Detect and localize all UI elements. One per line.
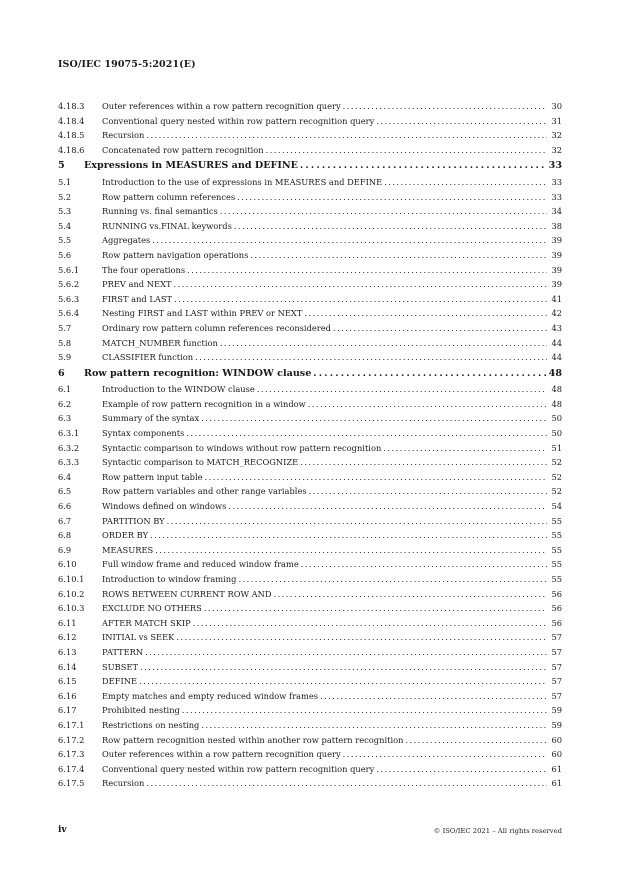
toc-entry-page: 42 bbox=[551, 308, 562, 319]
toc-entry[interactable] bbox=[58, 441, 562, 456]
toc-entry[interactable] bbox=[58, 660, 562, 675]
toc-entry-title: Row pattern input table bbox=[102, 471, 203, 482]
toc-entry-title: INITIAL vs SEEK bbox=[102, 632, 175, 643]
toc-leader-dots bbox=[150, 528, 547, 543]
toc-entry-number: 5.6.2 bbox=[58, 279, 80, 290]
toc-entry-title: Recursion bbox=[102, 130, 145, 141]
toc-entry-number: 6.17.3 bbox=[58, 749, 85, 760]
toc-leader-dots bbox=[186, 426, 547, 441]
toc-entry-number: 6.10.2 bbox=[58, 588, 85, 599]
toc-leader-dots bbox=[174, 277, 547, 292]
toc-entry-title: Recursion bbox=[102, 778, 145, 789]
toc-entry-number: 6.13 bbox=[58, 646, 77, 657]
toc-leader-dots bbox=[309, 484, 547, 499]
toc-entry-title: Row pattern column references bbox=[102, 191, 236, 202]
document-id: ISO/IEC 19075-5:2021(E) bbox=[58, 59, 196, 70]
toc-entry-page: 48 bbox=[548, 367, 562, 379]
toc-leader-dots bbox=[176, 630, 547, 645]
toc-entry-number: 6.4 bbox=[58, 471, 72, 482]
toc-entry-page: 32 bbox=[551, 144, 562, 155]
toc-entry-number: 5.6.4 bbox=[58, 308, 80, 319]
toc-entry-title: SUBSET bbox=[102, 661, 139, 672]
toc-entry-page: 59 bbox=[551, 719, 562, 730]
toc-entry-page: 48 bbox=[551, 384, 562, 395]
toc-entry-number: 4.18.6 bbox=[58, 144, 85, 155]
toc-leader-dots bbox=[140, 660, 547, 675]
toc-leader-dots bbox=[187, 263, 547, 278]
toc-entry-page: 39 bbox=[551, 235, 562, 246]
toc-entry[interactable] bbox=[58, 114, 562, 129]
toc-entry-page: 50 bbox=[551, 428, 562, 439]
toc-leader-dots bbox=[274, 587, 547, 602]
toc-entry-page: 55 bbox=[551, 544, 562, 555]
toc-entry-number: 6.10 bbox=[58, 559, 77, 570]
toc-entry-page: 55 bbox=[551, 530, 562, 541]
toc-entry[interactable] bbox=[58, 718, 562, 733]
toc-leader-dots bbox=[146, 128, 547, 143]
toc-leader-dots bbox=[195, 350, 547, 365]
toc-entry[interactable] bbox=[58, 689, 562, 704]
toc-leader-dots bbox=[174, 292, 547, 307]
toc-entry-number: 6.16 bbox=[58, 690, 77, 701]
toc-leader-dots bbox=[384, 175, 547, 190]
toc-entry-page: 57 bbox=[551, 646, 562, 657]
toc-entry-title: Syntax components bbox=[102, 428, 185, 439]
toc-entry-page: 52 bbox=[551, 486, 562, 497]
toc-entry-number: 4.18.4 bbox=[58, 115, 85, 126]
toc-entry-number: 6.1 bbox=[58, 384, 72, 395]
toc-entry-page: 30 bbox=[551, 101, 562, 111]
toc-entry-page: 55 bbox=[551, 574, 562, 584]
toc-entry-number: 5.8 bbox=[58, 337, 72, 348]
toc-entry[interactable] bbox=[58, 397, 562, 412]
toc-entry[interactable] bbox=[58, 616, 562, 631]
toc-entry-number: 4.18.3 bbox=[58, 101, 85, 111]
toc-entry-title: PATTERN bbox=[102, 646, 144, 657]
toc-entry-page: 57 bbox=[551, 676, 562, 687]
toc-entry[interactable] bbox=[58, 382, 562, 397]
toc-entry-title: RUNNING vs.FINAL keywords bbox=[102, 220, 232, 231]
toc-entry-page: 44 bbox=[551, 337, 562, 348]
toc-entry-number: 6.12 bbox=[58, 632, 77, 643]
toc-entry-number: 6.2 bbox=[58, 398, 72, 409]
toc-entry-title: Summary of the syntax bbox=[102, 413, 200, 424]
toc-entry-page: 39 bbox=[551, 279, 562, 290]
toc-entry-number: 5.4 bbox=[58, 220, 72, 231]
toc-entry[interactable] bbox=[58, 733, 562, 748]
toc-leader-dots bbox=[139, 674, 547, 689]
toc-entry-title: PREV and NEXT bbox=[102, 279, 172, 290]
toc-entry[interactable] bbox=[58, 543, 562, 558]
toc-entry-page: 44 bbox=[551, 352, 562, 363]
toc-entry-number: 6.17.4 bbox=[58, 763, 85, 774]
toc-entry[interactable] bbox=[58, 484, 562, 499]
toc-entry-page: 32 bbox=[551, 130, 562, 141]
toc-entry-title: Aggregates bbox=[102, 235, 151, 246]
toc-entry-page: 55 bbox=[551, 515, 562, 526]
toc-entry-page: 43 bbox=[551, 322, 562, 333]
toc-entry-page: 57 bbox=[551, 690, 562, 701]
toc-leader-dots bbox=[201, 718, 547, 733]
toc-entry-number: 4.18.5 bbox=[58, 130, 85, 141]
toc-entry-number: 5.6.1 bbox=[58, 264, 80, 275]
toc-entry-title: Conventional query nested within row pattern recognition query bbox=[102, 115, 375, 126]
toc-entry[interactable] bbox=[58, 470, 562, 485]
toc-entry[interactable] bbox=[58, 747, 562, 762]
toc-leader-dots bbox=[308, 397, 547, 412]
toc-entry-number: 6.15 bbox=[58, 676, 77, 687]
toc-entry-number: 6.3.3 bbox=[58, 457, 80, 468]
toc-entry-number: 5.6 bbox=[58, 249, 72, 260]
toc-entry-title: Row pattern variables and other range variables bbox=[102, 486, 307, 497]
toc-entry[interactable] bbox=[58, 190, 562, 205]
toc-entry[interactable] bbox=[58, 499, 562, 514]
toc-entry-number: 6.17.5 bbox=[58, 778, 85, 789]
toc-entry[interactable] bbox=[58, 426, 562, 441]
toc-entry-number: 6.7 bbox=[58, 515, 72, 526]
toc-entry-number: 5.9 bbox=[58, 352, 72, 363]
toc-entry[interactable] bbox=[58, 175, 562, 190]
toc-entry-title: Outer references within a row pattern recognition query bbox=[102, 101, 341, 111]
toc-entry-page: 61 bbox=[551, 763, 562, 774]
toc-leader-dots bbox=[193, 616, 547, 631]
toc-entry[interactable] bbox=[58, 762, 562, 777]
toc-entry-number: 6 bbox=[58, 367, 65, 379]
toc-section-heading[interactable] bbox=[58, 366, 562, 383]
toc-entry-title: ORDER BY bbox=[102, 530, 149, 541]
toc-entry[interactable] bbox=[58, 99, 562, 114]
toc-entry-title: Introduction to the WINDOW clause bbox=[102, 384, 255, 395]
toc-entry-page: 38 bbox=[551, 220, 562, 231]
toc-entry-page: 56 bbox=[551, 617, 562, 628]
toc-entry-page: 55 bbox=[551, 559, 562, 570]
toc-leader-dots bbox=[266, 143, 547, 158]
toc-leader-dots bbox=[376, 114, 547, 129]
toc-entry-number: 6.5 bbox=[58, 486, 72, 497]
toc-entry-title: AFTER MATCH SKIP bbox=[102, 617, 191, 628]
toc-entry[interactable] bbox=[58, 219, 562, 234]
toc-leader-dots bbox=[257, 382, 547, 397]
toc-leader-dots bbox=[313, 366, 545, 383]
toc-entry-page: 41 bbox=[551, 293, 562, 304]
toc-leader-dots bbox=[383, 441, 547, 456]
toc-entry-number: 6.17 bbox=[58, 705, 77, 716]
toc-entry-title: Syntactic comparison to MATCH_RECOGNIZE bbox=[102, 457, 299, 468]
toc-entry-page: 57 bbox=[551, 632, 562, 643]
toc-leader-dots bbox=[237, 190, 547, 205]
toc-entry-title: ROWS BETWEEN CURRENT ROW AND bbox=[102, 588, 272, 599]
toc-leader-dots bbox=[167, 514, 547, 529]
toc-entry[interactable] bbox=[58, 557, 562, 572]
toc-entry-title: CLASSIFIER function bbox=[102, 352, 194, 363]
toc-entry-page: 31 bbox=[551, 115, 562, 126]
toc-entry[interactable] bbox=[58, 776, 562, 791]
toc-entry[interactable] bbox=[58, 321, 562, 336]
copyright-notice: © ISO/IEC 2021 – All rights reserved bbox=[433, 827, 562, 835]
toc-entry[interactable] bbox=[58, 587, 562, 602]
toc-entry[interactable] bbox=[58, 336, 562, 351]
toc-entry-title: Expressions in MEASURES and DEFINE bbox=[84, 160, 298, 172]
toc-entry-page: 54 bbox=[551, 501, 562, 512]
toc-entry-number: 6.3.1 bbox=[58, 428, 80, 439]
toc-entry[interactable] bbox=[58, 455, 562, 470]
toc-leader-dots bbox=[234, 219, 547, 234]
toc-entry[interactable] bbox=[58, 630, 562, 645]
toc-entry-title: Row pattern recognition: WINDOW clause bbox=[84, 367, 312, 379]
toc-entry[interactable] bbox=[58, 277, 562, 292]
toc-entry-title: Syntactic comparison to windows without row pattern recognition bbox=[102, 442, 382, 453]
toc-leader-dots bbox=[152, 233, 547, 248]
toc-entry-page: 33 bbox=[551, 176, 562, 187]
toc-leader-dots bbox=[250, 248, 547, 263]
toc-leader-dots bbox=[300, 158, 546, 175]
toc-entry-title: Restrictions on nesting bbox=[102, 719, 200, 730]
toc-entry[interactable] bbox=[58, 350, 562, 365]
toc-leader-dots bbox=[300, 455, 547, 470]
toc-entry-page: 56 bbox=[551, 603, 562, 614]
toc-entry-title: Windows defined on windows bbox=[102, 501, 227, 512]
toc-entry-page: 39 bbox=[551, 264, 562, 275]
toc-leader-dots bbox=[155, 543, 547, 558]
toc-entry-number: 5 bbox=[58, 160, 65, 172]
toc-entry-page: 52 bbox=[551, 457, 562, 468]
toc-entry[interactable] bbox=[58, 411, 562, 426]
toc-entry-page: 48 bbox=[551, 398, 562, 409]
toc-entry-page: 56 bbox=[551, 588, 562, 599]
toc-leader-dots bbox=[320, 689, 547, 704]
toc-entry-page: 60 bbox=[551, 749, 562, 760]
toc-leader-dots bbox=[146, 776, 547, 791]
toc-entry-number: 5.3 bbox=[58, 206, 72, 217]
toc-entry-page: 39 bbox=[551, 249, 562, 260]
toc-entry-title: Concatenated row pattern recognition bbox=[102, 144, 264, 155]
toc-entry-page: 59 bbox=[551, 705, 562, 716]
toc-section-heading[interactable] bbox=[58, 158, 562, 175]
toc-entry[interactable] bbox=[58, 128, 562, 143]
toc-entry[interactable] bbox=[58, 674, 562, 689]
toc-entry[interactable] bbox=[58, 143, 562, 158]
toc-leader-dots bbox=[343, 99, 547, 114]
toc-entry-title: Prohibited nesting bbox=[102, 705, 180, 716]
toc-entry-page: 33 bbox=[551, 191, 562, 202]
toc-leader-dots bbox=[204, 601, 547, 616]
toc-leader-dots bbox=[228, 499, 547, 514]
toc-leader-dots bbox=[205, 470, 547, 485]
toc-leader-dots bbox=[405, 733, 547, 748]
toc-entry-title: Ordinary row pattern column references reconsidered bbox=[102, 322, 331, 333]
toc-entry[interactable] bbox=[58, 306, 562, 321]
table-of-contents bbox=[58, 99, 562, 791]
toc-entry-number: 5.5 bbox=[58, 235, 72, 246]
toc-entry-title: DEFINE bbox=[102, 676, 138, 687]
toc-entry-number: 6.3.2 bbox=[58, 442, 80, 453]
toc-entry-number: 6.17.2 bbox=[58, 734, 85, 745]
toc-leader-dots bbox=[220, 204, 547, 219]
toc-entry-title: FIRST and LAST bbox=[102, 293, 173, 304]
toc-leader-dots bbox=[145, 645, 547, 660]
toc-entry-number: 6.11 bbox=[58, 617, 77, 628]
toc-entry-number: 6.17.1 bbox=[58, 719, 85, 730]
toc-entry-title: Introduction to window framing bbox=[102, 574, 237, 584]
toc-entry-title: Empty matches and empty reduced window frames bbox=[102, 690, 319, 701]
toc-entry-number: 6.14 bbox=[58, 661, 77, 672]
toc-entry-number: 5.2 bbox=[58, 191, 72, 202]
toc-entry-page: 50 bbox=[551, 413, 562, 424]
toc-entry-title: Row pattern recognition nested within another row pattern recognition bbox=[102, 734, 404, 745]
toc-entry[interactable] bbox=[58, 645, 562, 660]
toc-entry[interactable] bbox=[58, 233, 562, 248]
toc-entry-title: The four operations bbox=[102, 264, 186, 275]
toc-entry-number: 5.6.3 bbox=[58, 293, 80, 304]
toc-entry-title: PARTITION BY bbox=[102, 515, 165, 526]
toc-entry-title: MATCH_NUMBER function bbox=[102, 337, 218, 348]
toc-entry-title: Outer references within a row pattern recognition query bbox=[102, 749, 341, 760]
toc-entry[interactable] bbox=[58, 528, 562, 543]
toc-entry-page: 51 bbox=[551, 442, 562, 453]
toc-entry-number: 6.6 bbox=[58, 501, 72, 512]
toc-leader-dots bbox=[220, 336, 547, 351]
toc-entry-page: 34 bbox=[551, 206, 562, 217]
toc-entry[interactable] bbox=[58, 292, 562, 307]
toc-entry-number: 6.8 bbox=[58, 530, 72, 541]
toc-entry-title: Nesting FIRST and LAST within PREV or NEXT bbox=[102, 308, 303, 319]
page-number: iv bbox=[58, 825, 67, 835]
toc-entry-title: Running vs. final semantics bbox=[102, 206, 218, 217]
toc-entry[interactable] bbox=[58, 514, 562, 529]
toc-entry-page: 60 bbox=[551, 734, 562, 745]
toc-leader-dots bbox=[304, 306, 547, 321]
toc-entry[interactable] bbox=[58, 248, 562, 263]
toc-leader-dots bbox=[201, 411, 547, 426]
toc-leader-dots bbox=[301, 557, 547, 572]
toc-entry-number: 6.9 bbox=[58, 544, 72, 555]
toc-leader-dots bbox=[343, 747, 547, 762]
toc-entry-page: 52 bbox=[551, 471, 562, 482]
toc-entry-title: MEASURES bbox=[102, 544, 154, 555]
toc-entry-number: 5.1 bbox=[58, 176, 72, 187]
toc-entry-title: Example of row pattern recognition in a window bbox=[102, 398, 306, 409]
toc-entry-page: 61 bbox=[551, 778, 562, 789]
toc-leader-dots bbox=[182, 703, 547, 718]
toc-entry-title: Full window frame and reduced window frame bbox=[102, 559, 299, 570]
toc-entry-title: Row pattern navigation operations bbox=[102, 249, 249, 260]
toc-entry-number: 6.3 bbox=[58, 413, 72, 424]
toc-entry-number: 6.10.1 bbox=[58, 574, 85, 584]
toc-entry-title: EXCLUDE NO OTHERS bbox=[102, 603, 202, 614]
toc-entry-number: 6.10.3 bbox=[58, 603, 85, 614]
toc-entry-page: 57 bbox=[551, 661, 562, 672]
toc-entry[interactable] bbox=[58, 703, 562, 718]
toc-leader-dots bbox=[376, 762, 547, 777]
toc-entry[interactable] bbox=[58, 204, 562, 219]
toc-entry-title: Conventional query nested within row pattern recognition query bbox=[102, 763, 375, 774]
toc-entry-number: 5.7 bbox=[58, 322, 72, 333]
toc-entry-title: Introduction to the use of expressions in MEASURES and DEFINE bbox=[102, 176, 383, 187]
toc-entry-page: 33 bbox=[548, 160, 562, 172]
toc-entry[interactable] bbox=[58, 601, 562, 616]
toc-entry[interactable] bbox=[58, 263, 562, 278]
toc-entry[interactable] bbox=[58, 572, 562, 587]
toc-leader-dots bbox=[333, 321, 547, 336]
toc-leader-dots bbox=[238, 572, 547, 587]
